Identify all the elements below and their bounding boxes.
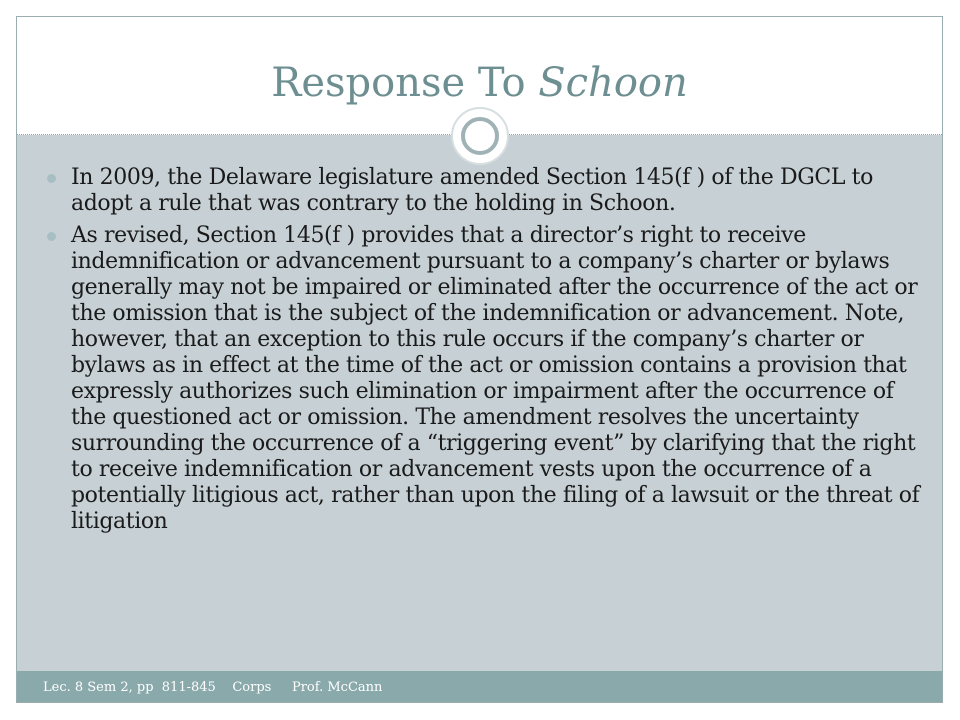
slide-title — [17, 60, 942, 106]
circle-ornament-icon — [451, 107, 509, 165]
circle-ring-icon — [461, 117, 499, 155]
bullet-text: In 2009, the Delaware legislature amended Section 145(f ) of the DGCL to adopt a rule that was contrary to the holding in Schoon. — [71, 165, 873, 216]
footer-text: Lec. 8 Sem 2, pp 811-845 Corps Prof. McCann — [43, 680, 383, 695]
bullet-item-1 — [45, 165, 925, 217]
bullet-dot-icon — [47, 232, 56, 241]
bullet-list — [45, 165, 925, 541]
title-text: Response To — [271, 60, 539, 106]
bullet-dot-icon — [47, 174, 56, 183]
title-emphasis: Schoon — [538, 60, 688, 106]
bullet-item-2 — [45, 223, 925, 535]
footer-bar — [17, 671, 942, 703]
bullet-text: As revised, Section 145(f ) provides that a director’s right to receive indemnification or advancement pursuant to a company’s charter or bylaws generally may not be impaired or eliminated after the occurrence of the act or the omission that is the subject of the indemnification or advancement. Note, however, that an exception to this rule occurs if the company’s charter or bylaws as in effect at the time of the act or omission contains a provision that expressly authorizes such elimination or impairment after the occurrence of the questioned act or omission. The amendment resolves the uncertainty surrounding the occurrence of a “triggering event” by clarifying that the right to receive indemnification or advancement vests upon the occurrence of a potentially litigious act, rather than upon the filing of a lawsuit or the threat of litigation — [71, 223, 920, 534]
slide — [16, 16, 943, 703]
